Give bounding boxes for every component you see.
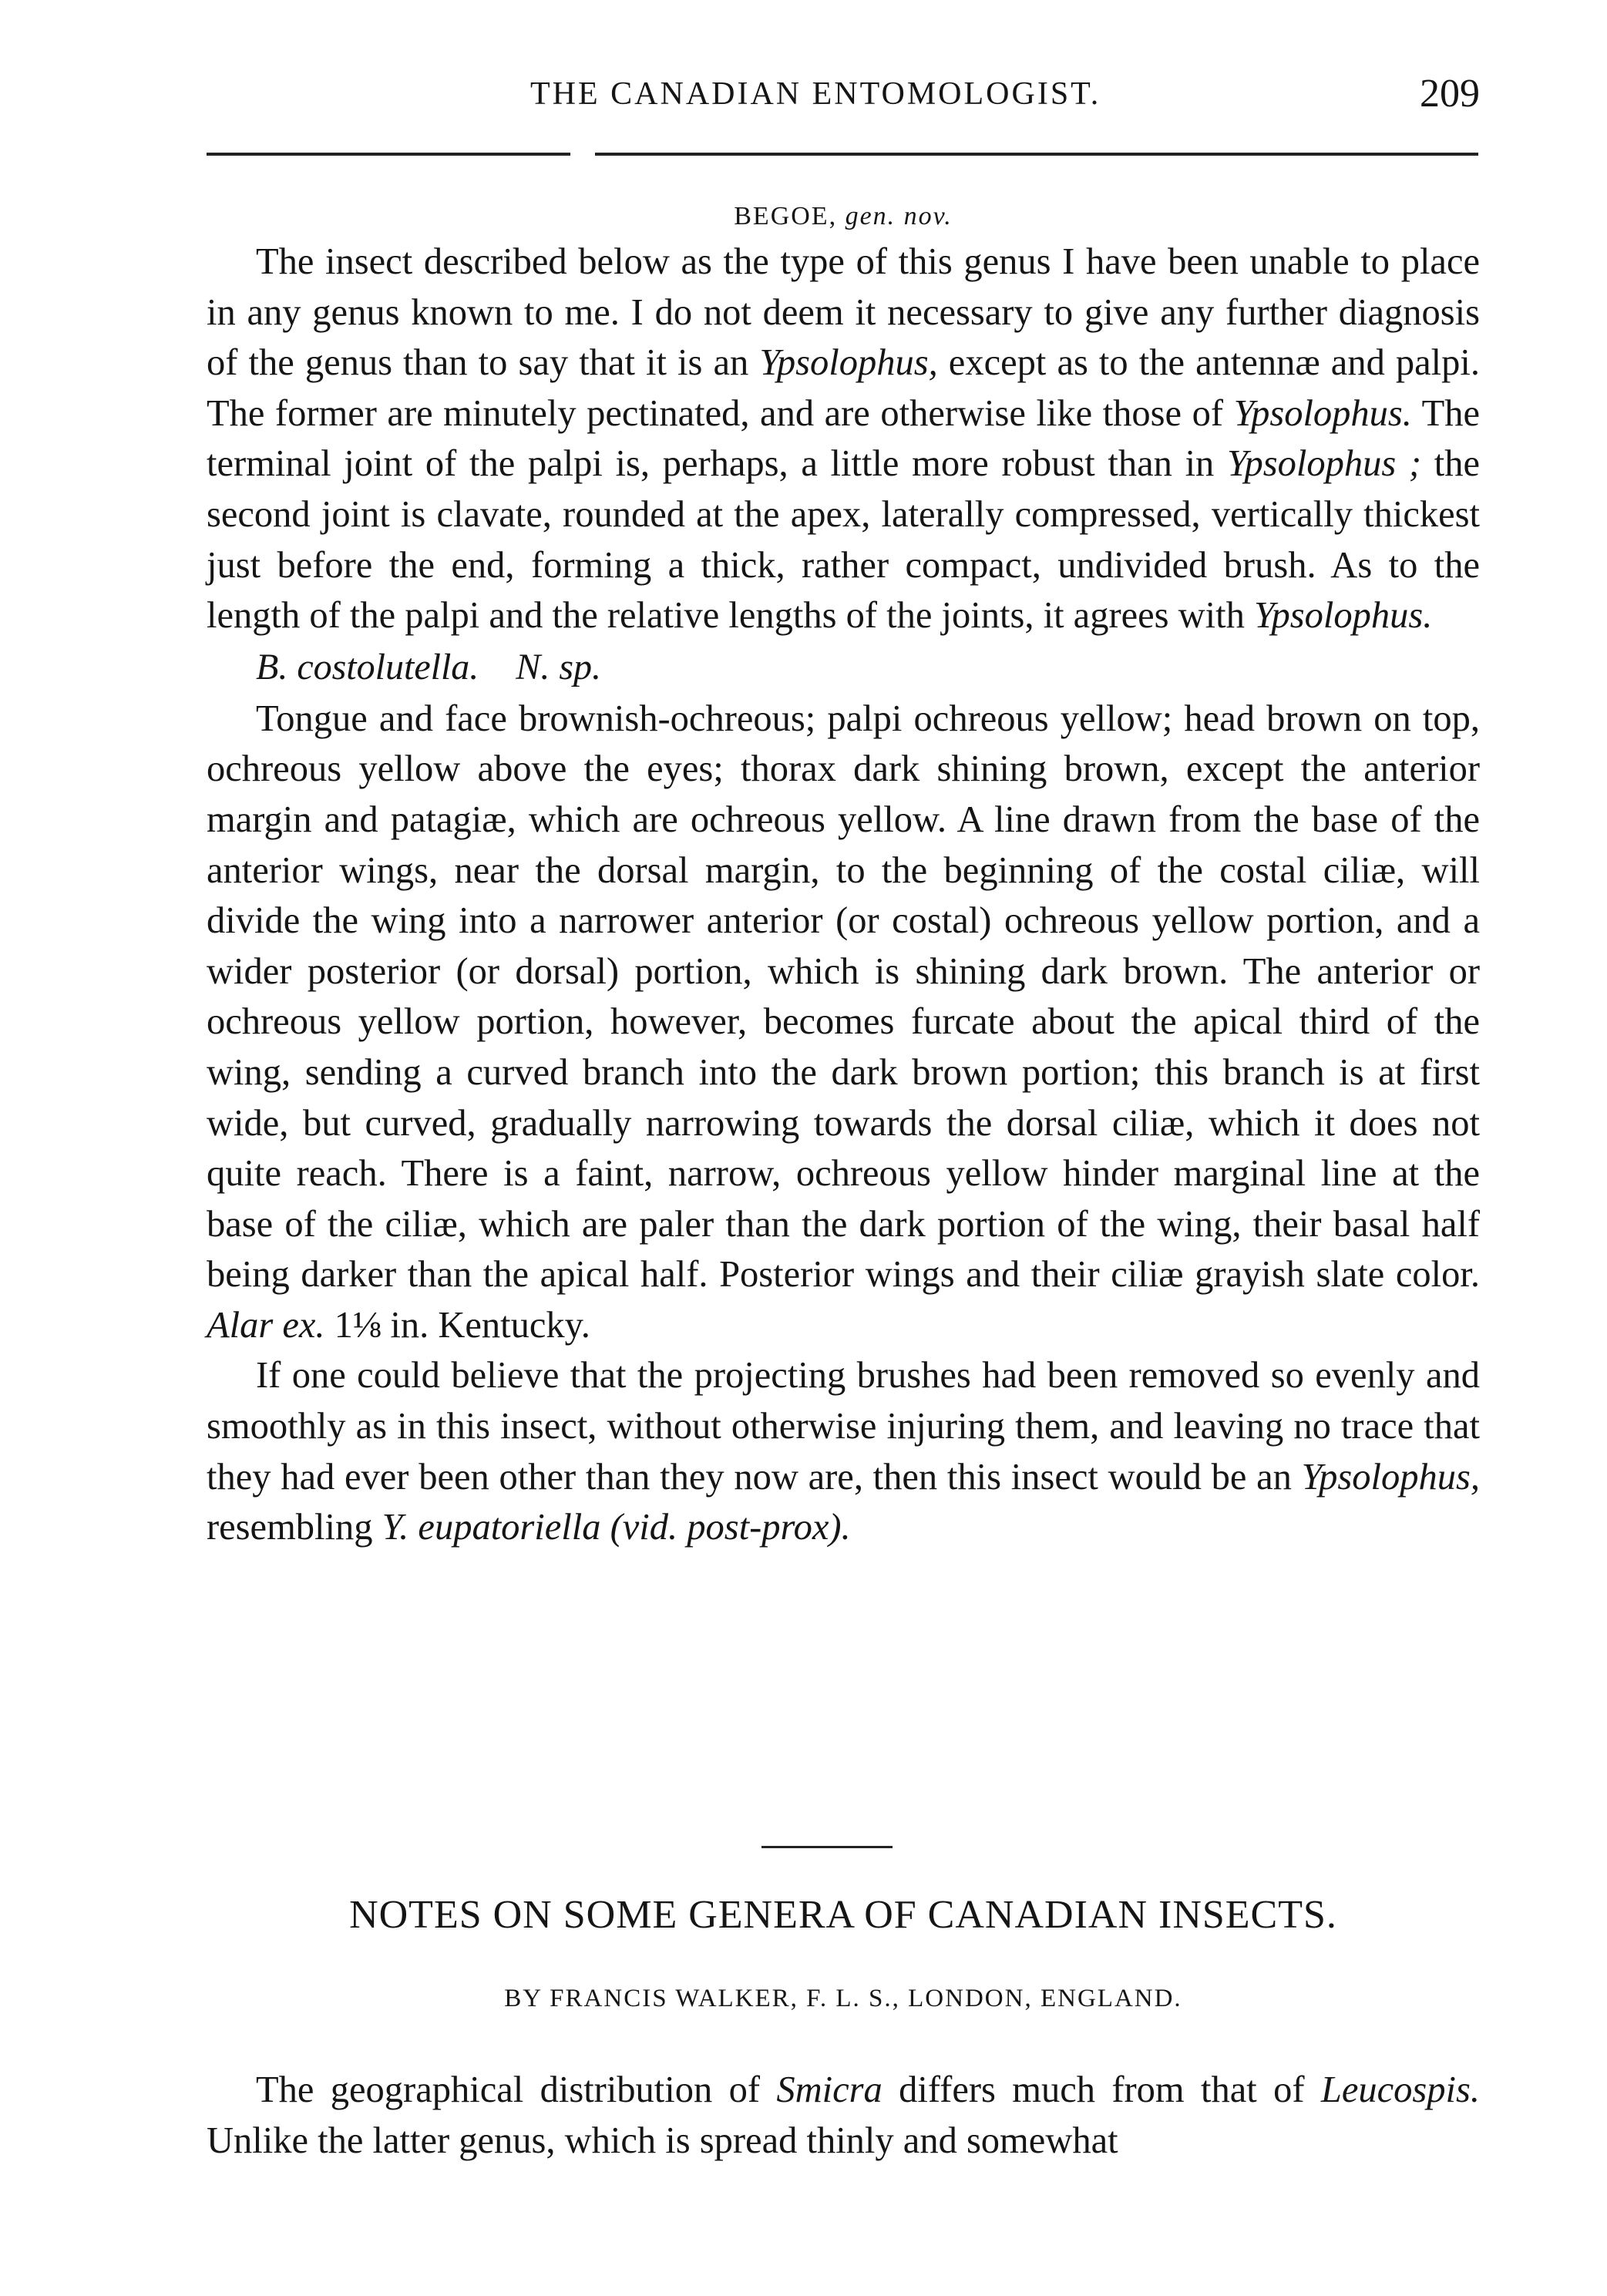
italic-term: Ypsolophus. [1254,595,1433,637]
species-description [207,694,1480,1351]
genus-name: BEGOE, [734,202,838,230]
text-run: Unlike the latter genus, which is spread thinly and somewhat [207,2120,1118,2161]
italic-term: Ypsolophus ; [1226,443,1422,485]
concluding-remark [207,1350,1480,1552]
section-divider [761,1846,893,1848]
article-walker [207,2065,1480,2166]
article-intro-paragraph [207,2065,1480,2166]
text-run: resembling [207,1507,382,1548]
text-run: The insect described below as the type of this genus I have been unable to place in any genus known to me. I do not deem it necessary to give any further diagnosis of the genus than to say that it is an [207,241,1480,384]
journal-title: THE CANADIAN ENTOMOLOGIST. [530,76,1101,112]
text-run: except as to the antennæ and palpi. The former are minutely pectinated, and are otherwise like those of [207,342,1481,434]
text-run: 1⅛ in. Kentucky. [324,1304,590,1346]
text-run: If one could believe that the projecting brushes had been removed so evenly and smoothly as in this insect, without otherwise injuring them, and leaving no trace that they had ever been other than they now are, then this insect would be an [207,1355,1480,1498]
running-head [462,71,1480,117]
species-name: B. costolutella. [256,646,479,687]
italic-term: Smicra [776,2069,883,2110]
italic-term: Y. eupatoriella (vid. post-prox). [382,1507,851,1548]
species-status: N. sp. [516,646,601,687]
text-run: the second joint is clavate, rounded at the apex, laterally compressed, vertically thickest just before the end, forming a thick, rather compact, undivided brush. As to the length of the palpi and the relative lengths of the joints, it agrees with [207,443,1480,637]
italic-term: Ypsolophus, [759,342,938,384]
article-begoe [207,197,1480,1553]
italic-term: Ypsolophus, [1301,1456,1480,1498]
genus-heading [207,197,1480,237]
text-run: differs much from that of [882,2069,1321,2110]
page-number: 209 [1420,72,1480,116]
italic-term: Leucospis. [1320,2069,1480,2110]
italic-term: Alar ex. [207,1304,325,1346]
article-byline: BY FRANCIS WALKER, F. L. S., LONDON, ENGLAND. [504,1985,1182,2012]
genus-status: gen. nov. [845,202,953,230]
text-run: Tongue and face brownish-ochreous; palpi ochreous yellow; head brown on top, ochreous yellow above the eyes; thorax dark shining brown, except the anterior margin and patagiæ, which are ochreous yellow. A line drawn from the base of the anterior wings, near the dorsal margin, to the beginning of the costal ciliæ, will divide the wing into a narrower anterior (or costal) ochreous yellow portion, and a wider posterior (or dorsal) portion, which is shining dark brown. The anterior or ochreous yellow portion, however, becomes furcate about the apical third of the wing, sending a curved branch into the dark brown portion; this branch is at first wide, but curved, gradually narrowing towards the dorsal ciliæ, which it does not quite reach. There is a faint, narrow, ochreous yellow hinder marginal line at the base of the ciliæ, which are paler than the dark portion of the wing, their basal half being darker than the apical half. Posterior wings and their ciliæ grayish slate color. [207,698,1480,1296]
italic-term: Ypsolophus. [1233,392,1412,434]
genus-description [207,237,1480,641]
species-heading [207,641,1480,694]
article-title: NOTES ON SOME GENERA OF CANADIAN INSECTS. [349,1893,1337,1937]
text-run: The geographical distribution of [256,2069,777,2110]
header-rule [207,153,1478,156]
text-run: The terminal joint of the palpi is, perhaps, a little more robust than in [207,392,1480,485]
